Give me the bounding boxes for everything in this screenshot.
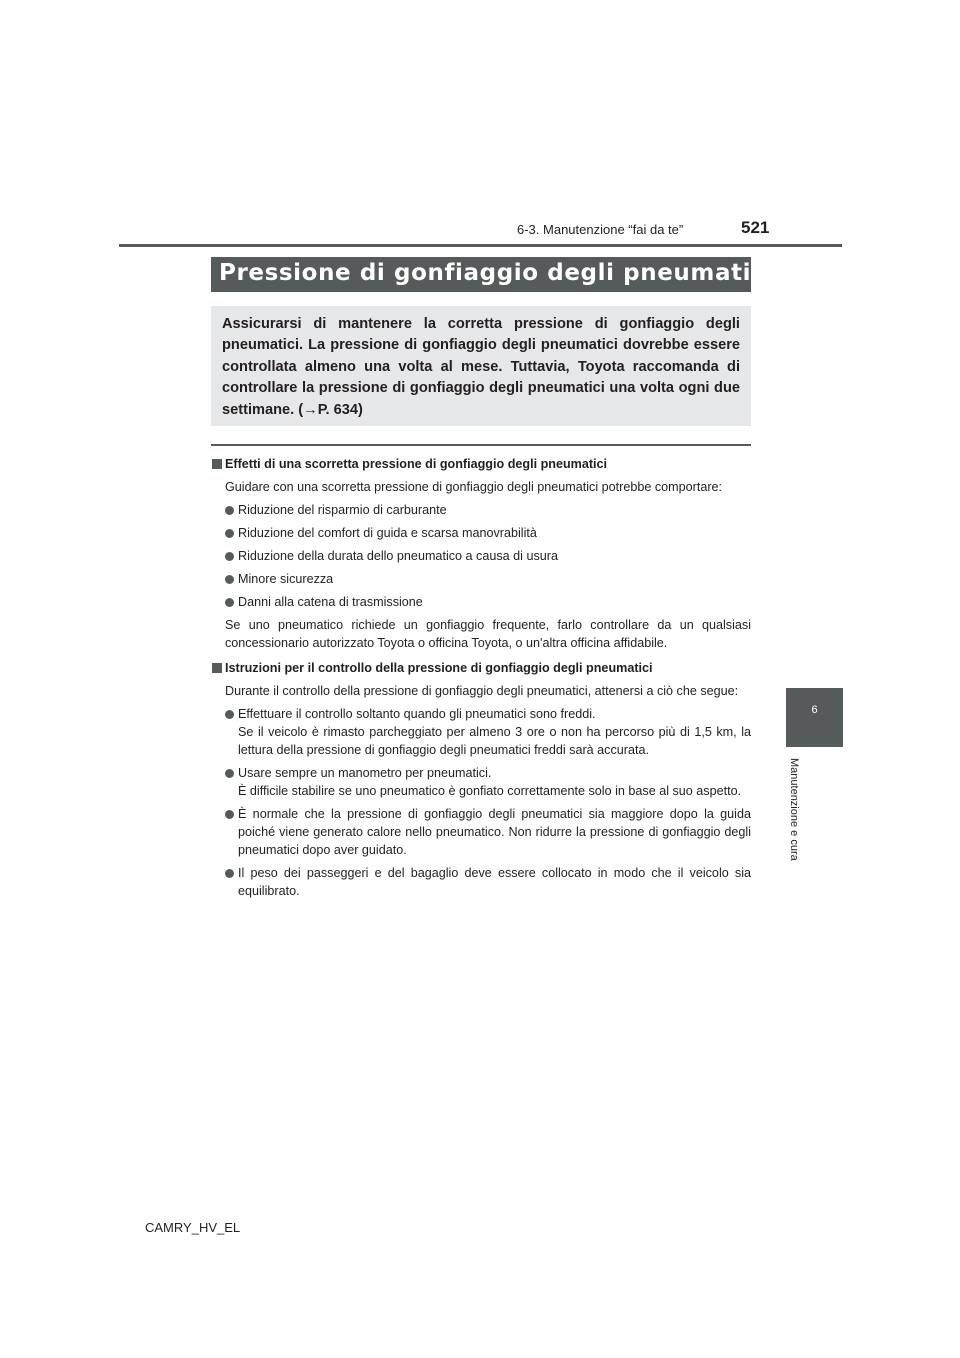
round-bullet-icon [225,506,234,515]
chapter-number: 6 [811,704,818,716]
page-number: 521 [741,218,770,237]
section-text: Durante il controllo della pressione di gonfiaggio degli pneumatici, attenersi a ciò che segue: [225,684,739,698]
header-rule [119,244,842,247]
content-body [211,455,751,900]
section-title: 6-3. Manutenzione “fai da te” [517,222,684,237]
round-bullet-icon [225,769,234,778]
list-item [211,593,751,611]
list-item [211,705,751,759]
chapter-tab[interactable] [786,688,843,747]
round-bullet-icon [225,575,234,584]
list-item-text: Il peso dei passeggeri e del bagaglio deve essere collocato in modo che il veicolo sia equilibrato. [238,866,751,898]
square-bullet-icon [212,459,222,469]
list-item [211,764,751,800]
list-item-text: Minore sicurezza [238,572,334,586]
title-bar [211,257,774,292]
round-bullet-icon [225,552,234,561]
section-note: Se uno pneumatico richiede un gonfiaggio frequente, farlo controllare da un qualsiasi concessionario autorizzato Toyota o officina Toyota, o un'altra officina affidabile. [225,618,751,650]
intro-text: Assicurarsi di mantenere la corretta pressione di gonfiaggio degli pneumatici. La pressione di gonfiaggio degli pneumatici dovrebbe essere controllata almeno una volta al mese. Tuttavia, Toyota raccomanda di controllare la pressione di gonfiaggio degli pneumatici una volta ogni due settimane. (→P. 634) [222,316,740,418]
section-heading-text: Istruzioni per il controllo della pressione di gonfiaggio degli pneumatici [225,661,653,675]
list-item-text: Riduzione della durata dello pneumatico a causa di usura [238,549,558,563]
list-item-text: Danni alla catena di trasmissione [238,595,423,609]
list-item [211,805,751,859]
round-bullet-icon [225,810,234,819]
list-item-detail: Se il veicolo è rimasto parcheggiato per almeno 3 ore o non ha percorso più di 1,5 km, la lettura della pressione di gonfiaggio degli pneumatici freddi sarà accurata. [238,725,751,757]
list-item-text: Riduzione del comfort di guida e scarsa manovrabilità [238,526,537,540]
section-heading [211,455,751,473]
list-item [211,501,751,519]
section-heading [211,659,751,677]
list-item-detail: È difficile stabilire se uno pneumatico è gonfiato correttamente solo in base al suo aspetto. [238,784,742,798]
list-item [211,524,751,542]
separator-rule [211,444,751,446]
list-item-text: Effettuare il controllo soltanto quando gli pneumatici sono freddi. [238,707,596,721]
square-bullet-icon [212,663,222,673]
chapter-label: Manutenzione e cura [788,758,800,861]
page-title: Pressione di gonfiaggio degli pneumatici [219,260,774,286]
list-item-text: Usare sempre un manometro per pneumatici. [238,766,492,780]
section-heading-text: Effetti di una scorretta pressione di gonfiaggio degli pneumatici [225,457,608,471]
intro-box [211,306,751,426]
list-item-text: È normale che la pressione di gonfiaggio degli pneumatici sia maggiore dopo la guida poiché viene generato calore nello pneumatico. Non ridurre la pressione di gonfiaggio degli pneumatici dopo aver guidato. [238,807,751,857]
round-bullet-icon [225,529,234,538]
round-bullet-icon [225,710,234,719]
list-item [211,547,751,565]
section-text: Guidare con una scorretta pressione di gonfiaggio degli pneumatici potrebbe comportare: [225,480,723,494]
round-bullet-icon [225,869,234,878]
footer-code: CAMRY_HV_EL [145,1220,241,1235]
list-item-text: Riduzione del risparmio di carburante [238,503,447,517]
list-item [211,864,751,900]
round-bullet-icon [225,598,234,607]
list-item [211,570,751,588]
